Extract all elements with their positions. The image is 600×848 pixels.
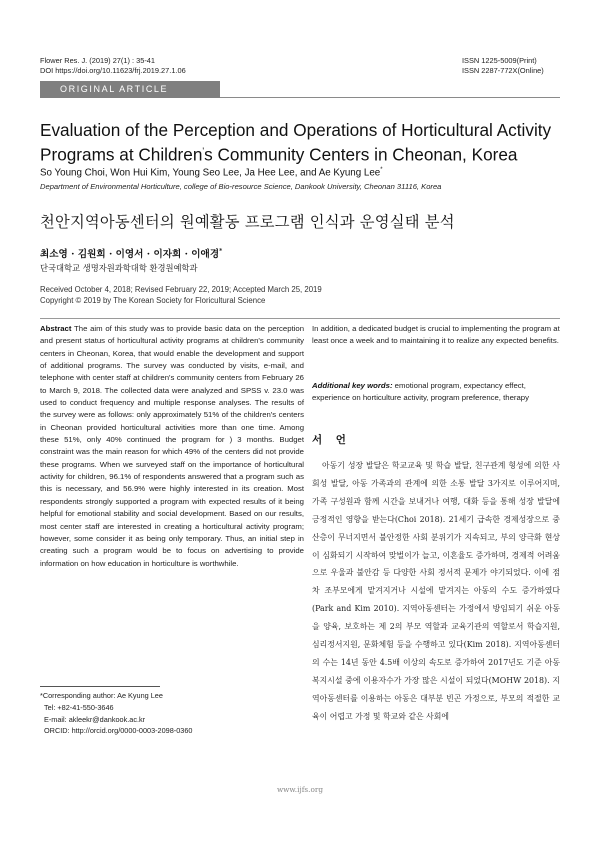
title-line-2-part-a: Programs at Children	[40, 144, 203, 165]
section-heading-introduction: 서 언	[312, 434, 351, 446]
abstract-label: Abstract	[40, 324, 72, 333]
issn-online: ISSN 2287-772X(Online)	[462, 66, 544, 75]
article-type-badge: ORIGINAL ARTICLE	[40, 81, 220, 98]
journal-website[interactable]: www.ijfs.org	[276, 785, 324, 794]
publication-dates	[40, 284, 322, 306]
author-tel: Tel: +82-41-550-3646	[44, 702, 114, 712]
doi-link[interactable]: DOI https://doi.org/10.11623/frj.2019.27.1.06	[40, 66, 186, 75]
footnote	[40, 690, 192, 737]
copyright-line: Copyright © 2019 by The Korean Society for Floricultural Science	[40, 296, 266, 305]
korean-author-names: 최소영 · 김원희 · 이영서 · 이자희 · 이애경	[40, 249, 220, 260]
keywords-text: emotional program, expectancy effect, experience on horticulture activity, program preference, therapy	[312, 381, 529, 403]
title-line-2	[40, 141, 560, 166]
title-apostrophe: '	[202, 146, 205, 156]
author-orcid[interactable]: ORCID: http://orcid.org/0000-0003-2098-0360	[44, 726, 193, 736]
keywords	[312, 380, 560, 405]
corresponding-author: *Corresponding author: Ae Kyung Lee	[40, 691, 163, 700]
body-divider	[40, 318, 560, 319]
korean-title: 천안지역아동센터의 원예활동 프로그램 인식과 운영실태 분석	[40, 213, 455, 231]
author-names: So Young Choi, Won Hui Kim, Young Seo Lee, Ja Hee Lee, and Ae Kyung Lee	[40, 167, 381, 179]
title-line-2-part-b: s Community Centers in Cheonan, Korea	[204, 144, 518, 165]
paper-title	[40, 120, 560, 166]
footnote-divider	[40, 686, 160, 687]
journal-citation: Flower Res. J. (2019) 27(1) : 35-41	[40, 56, 156, 65]
abstract	[40, 323, 304, 570]
korean-affiliation: 단국대학교 생명자원과학대학 환경원예학과	[40, 263, 198, 273]
journal-header	[40, 56, 186, 76]
title-line-1: Evaluation of the Perception and Operations of Horticultural Activity	[40, 120, 552, 140]
author-list	[40, 167, 383, 178]
korean-corresponding-mark: *	[219, 247, 223, 255]
abstract-text: The aim of this study was to provide basic data on the perception and present status of horticultural activity programs at children's community centers in Cheonan, Korea, that would enable the development and support of additional programs. The survey was conducted by visits, e-mail, and telephone with center staff at children's community centers from February 26 to March 9, 2018. The collected data were analyzed and SPSS v. 23.0 was used to conduct frequency and multiple response analyses. The results of the survey were as follows: only approximately 51% of the children's centers in Cheonan provided horticultural activities more than one time. Among these 51%, only 40% continued the program for ) 3 months. Budget constraint was the main reason for which 49% of the centers did not provide these programs. When we surveyed staff on the importance of horticultural activity for children, 96.1% of respondents answered that a program such as this is necessary, and 56.9% were highly interested in its creation. Most respondents strongly supported a program with expected results of it being helpful for emotional stability and social development. Based on our results, most center staff are interested in creating a horticultural activity program; however, some consider it as being only temporary. Thus, an initial step in creating such a program would be to focus on advertising to provide information on how education in horticulture is worthwhile.	[40, 324, 305, 568]
introduction-text: 아동기 성장 발달은 학교교육 및 학습 발달, 친구관계 형성에 의한 사회성 발달, 아동 가족과의 관계에 의한 소통 발달 3가지로 이루어지며, 가족 구성원과 함께 시간을 보내거나 여행, 대화 등을 통해 성장 발달에 긍정적인 영향을 받는다(Choi 2018). 21세기 급속한 경제성장으로 중산층이 무너지면서 불안정한 사회 분위기가 지속되고, 부의 양극화 현상이 심화되기 시작하여 맞벌이가 늘고, 이혼율도 증가하며, 경제적 어려움으로 우울과 불안감 등 다양한 사회 정서적 문제가 야기되었다. 이에 점차 조부모에게 맡겨지거나 시설에 맡겨지는 아동의 수도 증가하였다(Park and Kim 2010). 지역아동센터는 가정에서 방임되기 쉬운 아동을 양육, 보호하는 제 2의 부모 역할과 교육기관의 역할로서 학습지원, 심리정서지원, 문화체험 등을 수행하고 있다(Kim 2018). 지역아동센터의 수는 14년 동안 4.5배 이상의 속도로 증가하여 2017년도 기준 아동복지시설 중에 이용자수가 가장 많은 시설이 되었다(MOHW 2018). 지역아동센터를 이용하는 아동은 대부분 빈곤 가정으로, 부모의 적절한 교육이 어렵고 가정 및 학교와 같은 사회에	[312, 461, 560, 721]
author-email[interactable]: E-mail: akleekr@dankook.ac.kr	[44, 714, 146, 724]
issn-block	[462, 56, 544, 76]
issn-print: ISSN 1225-5009(Print)	[462, 56, 537, 65]
received-dates: Received October 4, 2018; Revised February 22, 2019; Accepted March 25, 2019	[40, 285, 322, 294]
keywords-label: Additional key words:	[312, 381, 393, 390]
affiliation: Department of Environmental Horticulture, college of Bio-resource Science, Dankook University, Cheonan 31116, Korea	[40, 182, 442, 191]
header-divider	[220, 97, 560, 98]
abstract-continued: In addition, a dedicated budget is crucial to implementing the program at least once a week and to maintaining it to realize any expected benefits.	[312, 324, 560, 346]
corresponding-mark: *	[380, 167, 383, 173]
korean-author-list	[40, 246, 222, 260]
